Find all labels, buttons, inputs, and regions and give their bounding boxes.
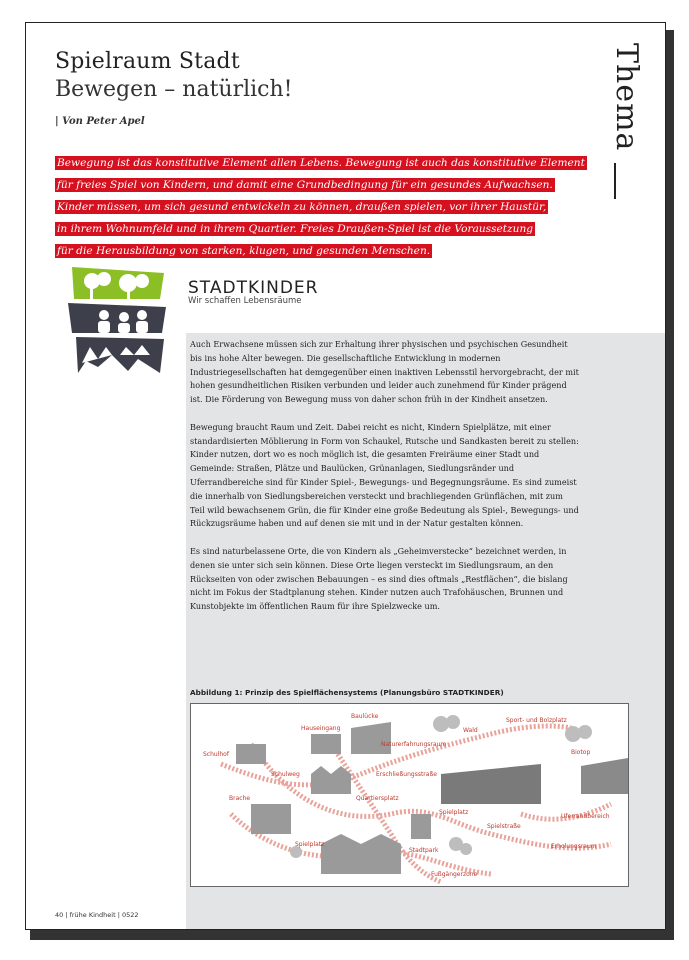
building-shape bbox=[236, 744, 266, 764]
article-body bbox=[190, 338, 580, 628]
intro-line: Kinder müssen, um sich gesund entwickeln zu können, draußen spielen, vor ihrer Haustür, bbox=[57, 201, 547, 213]
building-shape bbox=[251, 804, 291, 834]
label-schulhof: Schulhof bbox=[203, 751, 229, 758]
label-naturerfahrungsraum: Naturerfahrungsraum bbox=[381, 741, 447, 748]
building-shape bbox=[581, 758, 628, 794]
label-schulweg: Schulweg bbox=[271, 771, 300, 778]
label-brache: Brache bbox=[229, 795, 251, 802]
label-quartiersplatz: Quartiersplatz bbox=[356, 795, 399, 802]
page-title: Spielraum Stadt bbox=[55, 49, 240, 74]
label-fussgaengerzone: Fußgängerzone bbox=[431, 871, 478, 878]
brand-tagline: Wir schaffen Lebensräume bbox=[188, 296, 302, 306]
label-spielstrasse: Spielstraße bbox=[487, 823, 521, 830]
section-label-text: Thema bbox=[609, 43, 644, 152]
label-biotop: Biotop bbox=[571, 749, 591, 756]
brand-name: STADTKINDER bbox=[188, 278, 319, 298]
intro-lead bbox=[55, 151, 595, 261]
page-footer: 40 | frühe Kindheit | 0522 bbox=[55, 911, 139, 919]
intro-line: Bewegung ist das konstitutive Element allen Lebens. Bewegung ist auch das konstitutive Element bbox=[57, 157, 585, 169]
building-shape bbox=[311, 766, 351, 794]
section-label-bar bbox=[614, 163, 616, 199]
body-paragraph: Es sind naturbelassene Orte, die von Kindern als „Geheimverstecke“ bezeichnet werden, in denen sie unter sich sein können. Diese Orte liegen versteckt im Siedlungsraum, an den Rückseiten von oder zwischen Bebauungen – es sind dies oftmals „Restflächen“, die bislang nicht im Fokus der Stadtplanung stehen. Kinder nutzen auch Trafohäuschen, Brunnen und Kunstobjekte im öffentlichen Raum für ihre Spielzwecke um. bbox=[190, 545, 568, 612]
section-label bbox=[609, 43, 644, 203]
building-shape bbox=[441, 764, 541, 804]
label-erschliessung: Erschließungsstraße bbox=[376, 771, 437, 778]
tree-shape bbox=[578, 725, 592, 739]
building-shape bbox=[311, 734, 341, 754]
tree-shape bbox=[446, 715, 460, 729]
label-wald: Wald bbox=[463, 727, 478, 734]
label-spielplatz: Spielplatz bbox=[439, 809, 469, 816]
building-shape bbox=[411, 814, 431, 839]
label-stadtpark: Stadtpark bbox=[409, 847, 439, 854]
page-subtitle: Bewegen – natürlich! bbox=[55, 77, 293, 102]
label-erholungsraum: Erholungsraum bbox=[551, 843, 597, 850]
body-paragraph: Bewegung braucht Raum und Zeit. Dabei reicht es nicht, Kindern Spielplätze, mit einer standardisierten Möblierung in Form von Schaukel, Rutsche und Sandkasten bereit zu stellen: Kinder nutzen, dort wo es noch möglich ist, die gesamten Freiräume einer Stadt und Gemeinde: Straßen, Plätze und Baulücken, Grünanlagen, Siedlungsränder und Uferrandbereiche sind für Kinder Spiel-, Bewegungs- und Begegnungsräume. Es sind zumeist die innerhalb von Siedlungsbereichen versteckt und brachliegenden Grünflächen, mit zum Teil wild bewachsenem Grün, die für Kinder eine große Bedeutung als Spiel-, Bewegungs- und Rückzugsräume haben und auf denen sie mit und in der Natur gestalten können. bbox=[190, 421, 579, 529]
label-sport: Sport- und Bolzplatz bbox=[506, 717, 567, 724]
body-paragraph: Auch Erwachsene müssen sich zur Erhaltung ihrer physischen und psychischen Gesundheit bis ins hohe Alter bewegen. Die gesellschaftliche Entwicklung in modernen Industriegesellschaften hat demgegenüber einen inaktiven Lebensstil hervorgebracht, der mit hohen gesundheitlichen Risiken verbunden und leider auch zunehmend für Kinder prägend ist. Die Förderung von Bewegung muss von daher schon früh in der Kindheit ansetzen. bbox=[190, 339, 579, 405]
play-space-diagram bbox=[191, 704, 628, 886]
magazine-page bbox=[25, 22, 666, 930]
label-uferrandbereich: Uferrandbereich bbox=[561, 813, 610, 820]
label-hauseingang: Hauseingang bbox=[301, 725, 341, 732]
brand-block bbox=[188, 278, 318, 306]
figure-illustration bbox=[190, 703, 629, 887]
stadtkinder-logo bbox=[68, 263, 168, 375]
label-bauluecke: Baulücke bbox=[351, 713, 379, 720]
figure-caption: Abbildung 1: Prinzip des Spielflächensystems (Planungsbüro STADTKINDER) bbox=[190, 688, 504, 697]
building-shape bbox=[321, 834, 401, 874]
author-byline: | Von Peter Apel bbox=[55, 116, 145, 127]
building-shape bbox=[351, 722, 391, 754]
intro-line: für die Herausbildung von starken, klugen, und gesunden Menschen. bbox=[57, 245, 431, 257]
tree-shape bbox=[460, 843, 472, 855]
intro-line: für freies Spiel von Kindern, und damit eine Grundbedingung für ein gesundes Aufwachsen. bbox=[57, 179, 553, 191]
intro-line: in ihrem Wohnumfeld und in ihrem Quartier. Freies Draußen-Spiel ist die Voraussetzung bbox=[57, 223, 534, 235]
label-spielplatz: Spielplatz bbox=[295, 841, 325, 848]
